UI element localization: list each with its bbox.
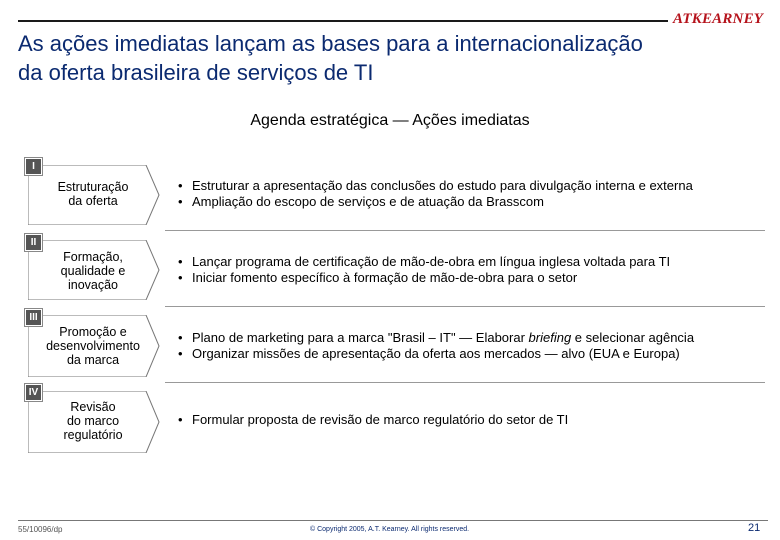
bullet-text-italic: briefing [528,330,572,345]
bullet-item: • Formular proposta de revisão de marco regulatório do setor de TI [178,412,768,428]
row-label-3-line-3: da marca [66,353,120,367]
row-label-2-line-1: Formação, [63,250,123,264]
row-label-2-line-3: inovação [67,278,119,292]
row-divider-3 [165,382,765,383]
company-logo: ATKEARNEY [673,11,764,27]
title-line-2: da oferta brasileira de serviços de TI [18,60,374,85]
bullet-text-part: e selecionar agência [571,330,695,345]
section-subtitle: Agenda estratégica — Ações imediatas [250,112,530,129]
row-label-3 [30,325,156,367]
row-divider-2 [165,306,765,307]
row-label-3-line-1: Promoção e [59,325,127,339]
row-badge-4: IV [25,384,42,401]
row-label-4-line-1: Revisão [70,400,116,414]
footer-rule [18,520,768,521]
row-label-4 [34,400,152,442]
row-bullets-2 [178,254,768,286]
row-badge-3: III [25,309,42,326]
row-divider-1 [165,230,765,231]
row-label-3-line-2: desenvolvimento [46,339,140,353]
page-title [18,29,768,87]
title-line-1: As ações imediatas lançam as bases para a internacionalização [18,31,643,56]
row-badge-1: I [25,158,42,175]
row-label-1-line-1: Estruturação [57,180,129,194]
bullet-item: • Estruturar a apresentação das conclusões do estudo para divulgação interna e externa [178,178,768,194]
row-label-1-line-2: da oferta [68,194,118,208]
row-label-4-line-2: do marco [66,414,120,428]
header-rule [18,20,668,22]
bullet-text-part: Plano de marketing para a marca "Brasil – IT" — Elaborar [192,330,529,345]
row-label-4-line-3: regulatório [63,428,123,442]
row-label-1 [34,180,152,208]
bullet-item: • Organizar missões de apresentação da oferta aos mercados — alvo (EUA e Europa) [178,346,768,362]
row-label-2-line-2: qualidade e [60,264,126,278]
page-number: 21 [748,522,761,534]
row-label-2 [34,250,152,292]
row-badge-2: II [25,234,42,251]
bullet-item: • Lançar programa de certificação de mão-de-obra em língua inglesa voltada para TI [178,254,768,270]
copyright-notice: © Copyright 2005, A.T. Kearney. All rights reserved. [310,526,470,533]
bullet-item: • Iniciar fomento específico à formação de mão-de-obra para o setor [178,270,768,286]
bullet-item-rich [178,330,768,346]
document-code: 55/10096/dp [18,525,63,534]
row-bullets-3 [178,330,768,362]
bullet-item: • Ampliação do escopo de serviços e de atuação da Brasscom [178,194,768,210]
row-bullets-1 [178,178,768,210]
row-bullets-4 [178,412,768,428]
